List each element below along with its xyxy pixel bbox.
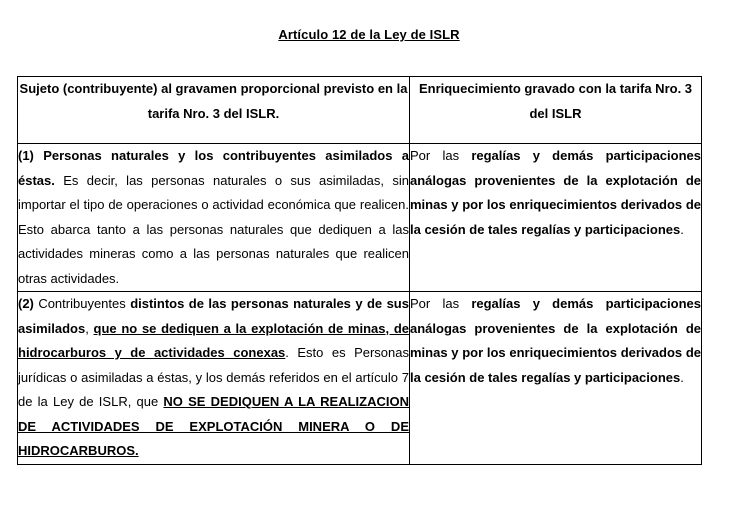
row1-income-bold: regalías y demás participaciones análogas provenientes de la explotación de minas y por los enriquecimientos derivados de la cesión de tales regalías y participaciones [410,148,701,237]
row2-income-bold: regalías y demás participaciones análogas provenientes de la explotación de minas y por los enriquecimientos derivados de la cesión de tales regalías y participaciones [410,296,701,385]
row2-taxpayer-text [18,292,409,464]
header-taxpayer [18,77,410,144]
row1-taxpayer-cell [18,144,410,292]
document-title: Artículo 12 de la Ley de ISLR [278,27,460,42]
header-taxpayer-label: Sujeto (contribuyente) al gravamen proporcional previsto en la tarifa Nro. 3 del ISLR. [19,81,408,121]
header-taxed-income [410,77,702,144]
row1-taxpayer-text [18,144,409,291]
row2-underlined-b: NO SE DEDIQUEN A LA REALIZACION DE ACTIVIDADES DE EXPLOTACIÓN MINERA O DE HIDROCARBUROS. [18,394,409,458]
row2-bold-a: distintos de las personas naturales y de sus asimilados [18,296,409,336]
row1-income-text [410,144,701,242]
row2-taxpayer-cell [18,292,410,465]
row2-text-c: . Esto es Personas jurídicas o asimiladas a éstas, y los demás referidos en el artículo 7 de la Ley de ISLR, que [18,345,409,409]
row1-income-cell [410,144,702,292]
article-table [17,76,702,465]
row1-taxpayer-description: Es decir, las personas naturales o sus asimiladas, sin importar el tipo de operaciones o actividad económica que realicen. Esto abarca tanto a las personas naturales que dediquen a las actividades mineras como a las personas naturales que realicen otras actividades. [18,172,409,286]
row2-income-prefix: Por las [410,296,472,311]
row2-income-cell [410,292,702,465]
row2-number: (2) [18,296,34,311]
row2-text-b: , [85,320,94,336]
table-row [18,144,702,292]
table-header-row [18,77,702,144]
row2-income-text [410,292,701,390]
row1-income-suffix: . [680,221,684,237]
row1-taxpayer-heading: (1) Personas naturales y los contribuyentes asimilados a éstas. [18,148,409,188]
row2-text-a: Contribuyentes [33,296,131,311]
row1-income-prefix: Por las [410,148,472,163]
row2-underlined-a: que no se dediquen a la explotación de minas, de hidrocarburos y de actividades conexas [18,320,409,360]
header-taxed-income-label: Enriquecimiento gravado con la tarifa Nro. 3 del ISLR [418,81,693,121]
table-row [18,292,702,465]
row2-income-suffix: . [680,369,684,385]
